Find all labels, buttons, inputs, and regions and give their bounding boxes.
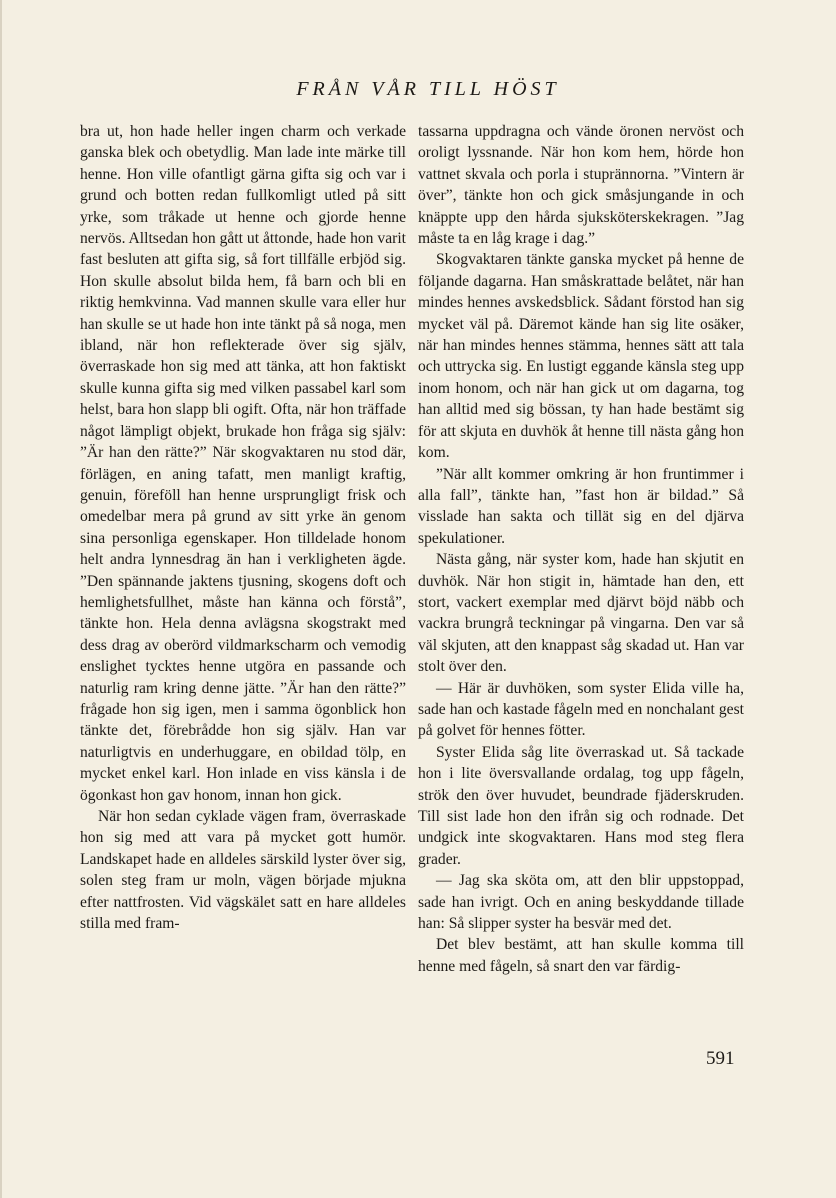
- paragraph: bra ut, hon hade heller ingen charm och verkade ganska blek och obetydlig. Man lade inte märke till henne. Hon ville ofantligt gärna gifta sig och var i grund och botten redan fullkomligt utled på sitt yrke, som tråkade ut henne och gjorde henne nervös. Alltsedan hon gått ut åttonde, hade hon varit fast besluten att gifta sig, så fort tillfälle erbjöd sig. Hon skulle absolut bilda hem, få barn och bli en riktig hemkvinna. Vad mannen skulle vara eller hur han skulle se ut hade hon inte tänkt på så noga, men ibland, när hon reflekterade över sig själv, överraskade hon sig med att tänka, att hon faktiskt skulle kunna gifta sig med vilken passabel karl som helst, bara hon slapp bli ogift. Ofta, när hon träffade något lämpligt objekt, brukade hon fråga sig själv: ”Är han den rätte?” När skogvaktaren nu stod där, förlägen, en aning tafatt, men manligt kraftig, genuin, föreföll han henne ursprungligt frisk och omedelbar mera på grund av sitt yrke än genom sina personliga egenskaper. Hon tilldelade honom helt andra lynnesdrag än han i verkligheten ägde. ”Den spännande jaktens tjusning, skogens doft och hemlighetsfullhet, måste han känna och förstå”, tänkte hon. Hela denna avlägsna skogstrakt med dess drag av oberörd vildmarkscharm och vemodig enslighet tycktes henne utgöra en passande och naturlig ram kring denne jätte. ”Är han den rätte?” frågade hon sig igen, men i samma ögonblick hon tänkte det, förebrådde hon sig själv. Han var naturligtvis en underhuggare, en obildad tölp, en mycket enkel karl. Hon inlade en viss känsla i de ögonkast hon gav honom, innan hon gick.: [80, 123, 406, 804]
- paragraph: Skogvaktaren tänkte ganska mycket på henne de följande dagarna. Han småskrattade belåtet, när han mindes hennes avskedsblick. Sådant förstod han sig mycket väl på. Däremot kände han sig lite osäker, när han mindes hennes stämma, hennes sätt att tala och uttrycka sig. En lustigt eggande känsla steg upp inom honom, och när han gick ut om dagarna, tog han alltid med sig bössan, ty han hade bestämt sig för att skjuta en duvhök åt henne till nästa gång hon kom.: [418, 251, 744, 462]
- running-head-title: FRÅN VÅR TILL HÖST: [296, 78, 560, 100]
- paragraph: Det blev bestämt, att han skulle komma till henne med fågeln, så snart den var färdig-: [418, 936, 744, 975]
- paragraph: ”När allt kommer omkring är hon fruntimmer i alla fall”, tänkte han, ”fast hon är bildad.” Så visslade han sakta och tillät sig en del djärva spekulationer.: [418, 465, 744, 547]
- paragraph: Syster Elida såg lite överraskad ut. Så tackade hon i lite översvallande ordalag, tog upp fågeln, strök den över huvudet, beundrade fjäderskruden. Till sist lade hon den ifrån sig och rodnade. Det undgick inte skogvaktaren. Hans mod steg flera grader.: [418, 743, 744, 868]
- page-number: 591: [706, 1048, 735, 1069]
- text-column-right: [418, 121, 744, 977]
- paragraph: — Här är duvhöken, som syster Elida ville ha, sade han och kastade fågeln med en nonchalant gest på golvet för hennes fötter.: [418, 679, 744, 740]
- paragraph: När hon sedan cyklade vägen fram, överraskade hon sig med att vara på mycket gott humör. Landskapet hade en alldeles särskild lyster över sig, solen steg fram ur moln, vägen började mjukna efter nattfrosten. Vid vägskälet satt en hare alldeles stilla med fram-: [80, 808, 406, 933]
- paragraph: tassarna uppdragna och vände öronen nervöst och oroligt lyssnande. När hon kom hem, hörde hon vattnet skvala och porla i stuprännorna. ”Vintern är över”, tänkte hon och gick småsjungande in och knäppte upp den hårda sjuksköterskekragen. ”Jag måste ta en låg krage i dag.”: [418, 123, 744, 248]
- paragraph: Nästa gång, när syster kom, hade han skjutit en duvhök. När hon stigit in, hämtade han den, ett stort, vackert exemplar med djärvt böjd näbb och vackra brungrå teckningar på vingarna. Den var så väl skjuten, att den knappast såg skadad ut. Han var stolt över den.: [418, 551, 744, 676]
- paragraph: — Jag ska sköta om, att den blir uppstoppad, sade han ivrigt. Och en aning beskyddande tillade han: Så slipper syster ha besvär med det.: [418, 872, 744, 933]
- text-column-left: [80, 121, 406, 934]
